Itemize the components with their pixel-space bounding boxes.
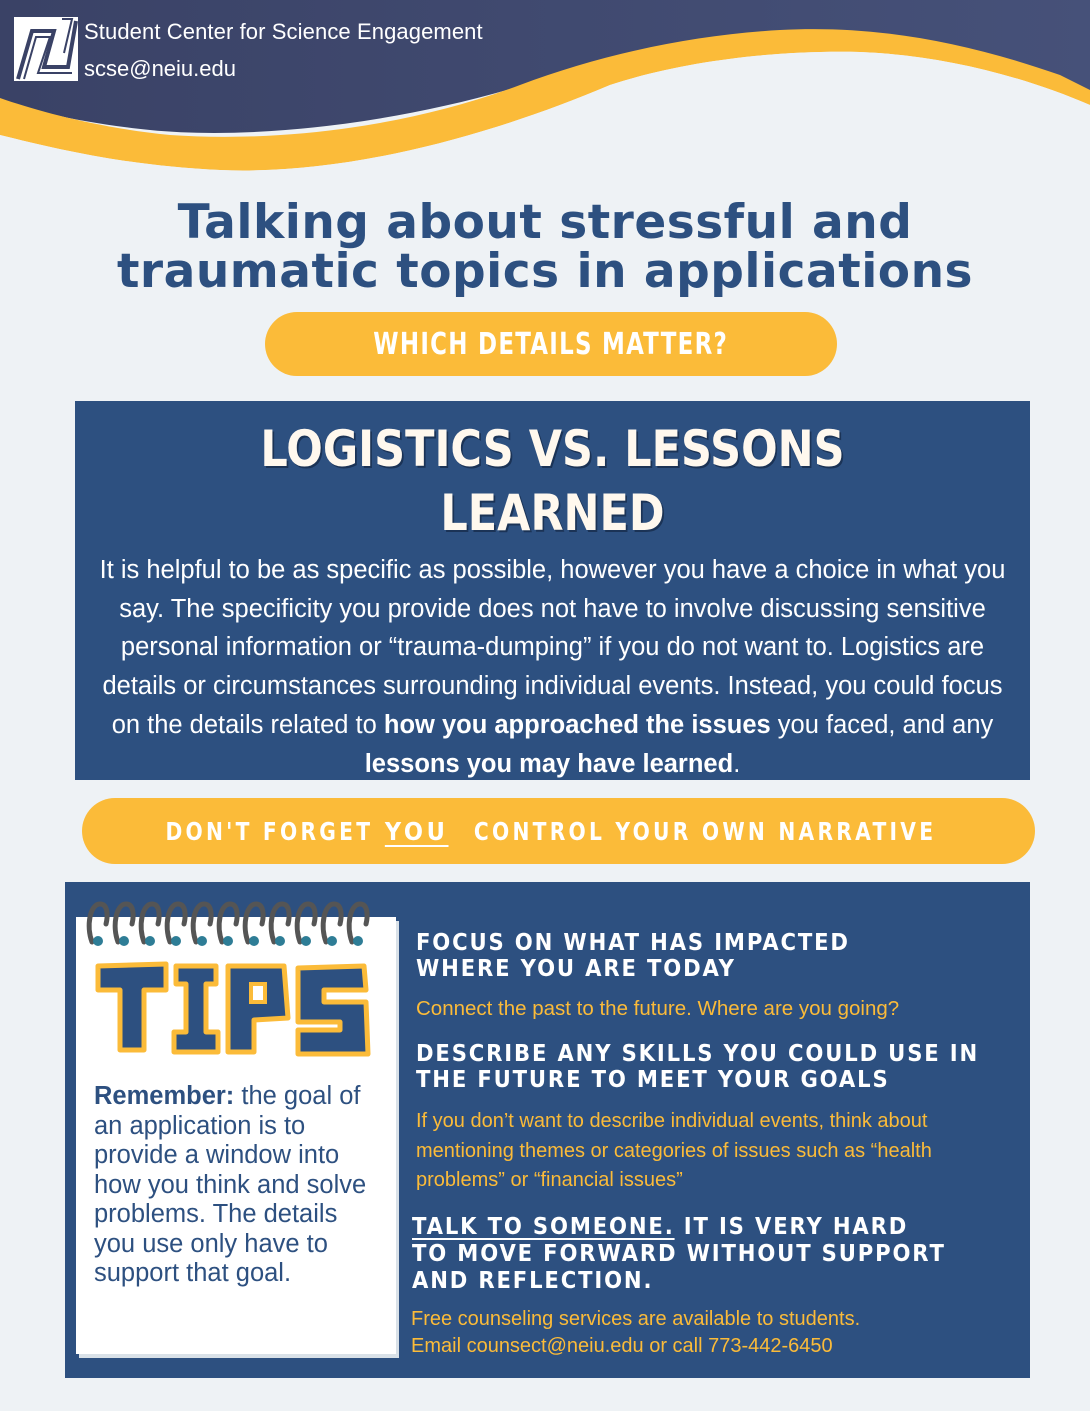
- tip-body-skills: If you don’t want to describe individual events, think about mentioning themes or categories of issues such as “health problems” or “financial issues”: [416, 1110, 932, 1191]
- tip-heading-emphasis: TALK TO SOMEONE.: [412, 1214, 675, 1240]
- title-line-1: Talking about stressful and: [177, 195, 913, 250]
- logistics-vs-lessons-section: [75, 401, 1030, 780]
- tip-heading-skills: [416, 1041, 979, 1093]
- banner-label: WHICH DETAILS MATTER?: [373, 326, 729, 362]
- tip-body-focus: Connect the past to the future. Where are you going?: [416, 997, 900, 1020]
- tip-heading-line: THE FUTURE TO MEET YOUR GOALS: [416, 1067, 890, 1093]
- tip-heading-talk: [412, 1214, 946, 1295]
- title-line-2: traumatic topics in applications: [116, 244, 974, 299]
- counseling-text: Free counseling services are available to students.: [411, 1308, 861, 1330]
- tip-heading-line: WHERE YOU ARE TODAY: [416, 956, 736, 982]
- tip-heading-line: FOCUS ON WHAT HAS IMPACTED: [416, 930, 850, 956]
- which-details-matter-banner: [265, 312, 837, 376]
- section-heading: LOGISTICS VS. LESSONS LEARNED: [260, 420, 845, 542]
- tips-lettering-art: [94, 960, 374, 1060]
- counseling-contact[interactable]: Email counsect@neiu.edu or call 773-442-6450: [411, 1335, 833, 1357]
- banner-text: DON'T FORGET: [165, 816, 374, 846]
- tip-heading-line: DESCRIBE ANY SKILLS YOU COULD USE IN: [416, 1041, 980, 1067]
- neiu-logo-icon: [14, 17, 78, 81]
- tip-body-counseling: [411, 1306, 860, 1360]
- tips-art-label: TIPS: [94, 960, 97, 961]
- tip-heading-focus: [416, 930, 850, 982]
- body-bold-text: lessons you may have learned: [364, 749, 734, 778]
- body-bold-text: how you approached the issues: [383, 710, 771, 739]
- tip-heading-line: IT IS VERY HARD: [674, 1214, 909, 1240]
- banner-text: CONTROL YOUR OWN NARRATIVE: [474, 816, 937, 846]
- page-title: [0, 195, 1090, 299]
- org-name: Student Center for Science Engagement: [84, 19, 483, 44]
- narrative-banner: [82, 798, 1035, 864]
- section-body: [85, 551, 1020, 783]
- remember-text: the goal of an application is to provide a window into how you think and solve problems. The details you use only have to support that goal.: [94, 1082, 367, 1287]
- remember-note: [94, 1082, 384, 1289]
- tip-heading-line: TO MOVE FORWARD WITHOUT SUPPORT: [412, 1241, 946, 1267]
- org-email[interactable]: scse@neiu.edu: [84, 56, 236, 81]
- body-text: .: [733, 749, 741, 778]
- body-text: you faced, and any: [770, 710, 994, 739]
- banner-label: [154, 817, 962, 846]
- remember-label: Remember:: [94, 1082, 235, 1110]
- tip-heading-line: AND REFLECTION.: [412, 1268, 654, 1294]
- spiral-binding-icon: [84, 896, 384, 948]
- banner-emphasis: YOU: [385, 816, 449, 846]
- body-text: It is helpful to be as specific as possible, however you have a choice in what you say. The specificity you provide does not have to involve discussing sensitive personal information or “trauma-dumping” if you do not want to. Logistics are details or circumstances surrounding individual events. Instead, you could focus on the details related to: [99, 556, 1006, 739]
